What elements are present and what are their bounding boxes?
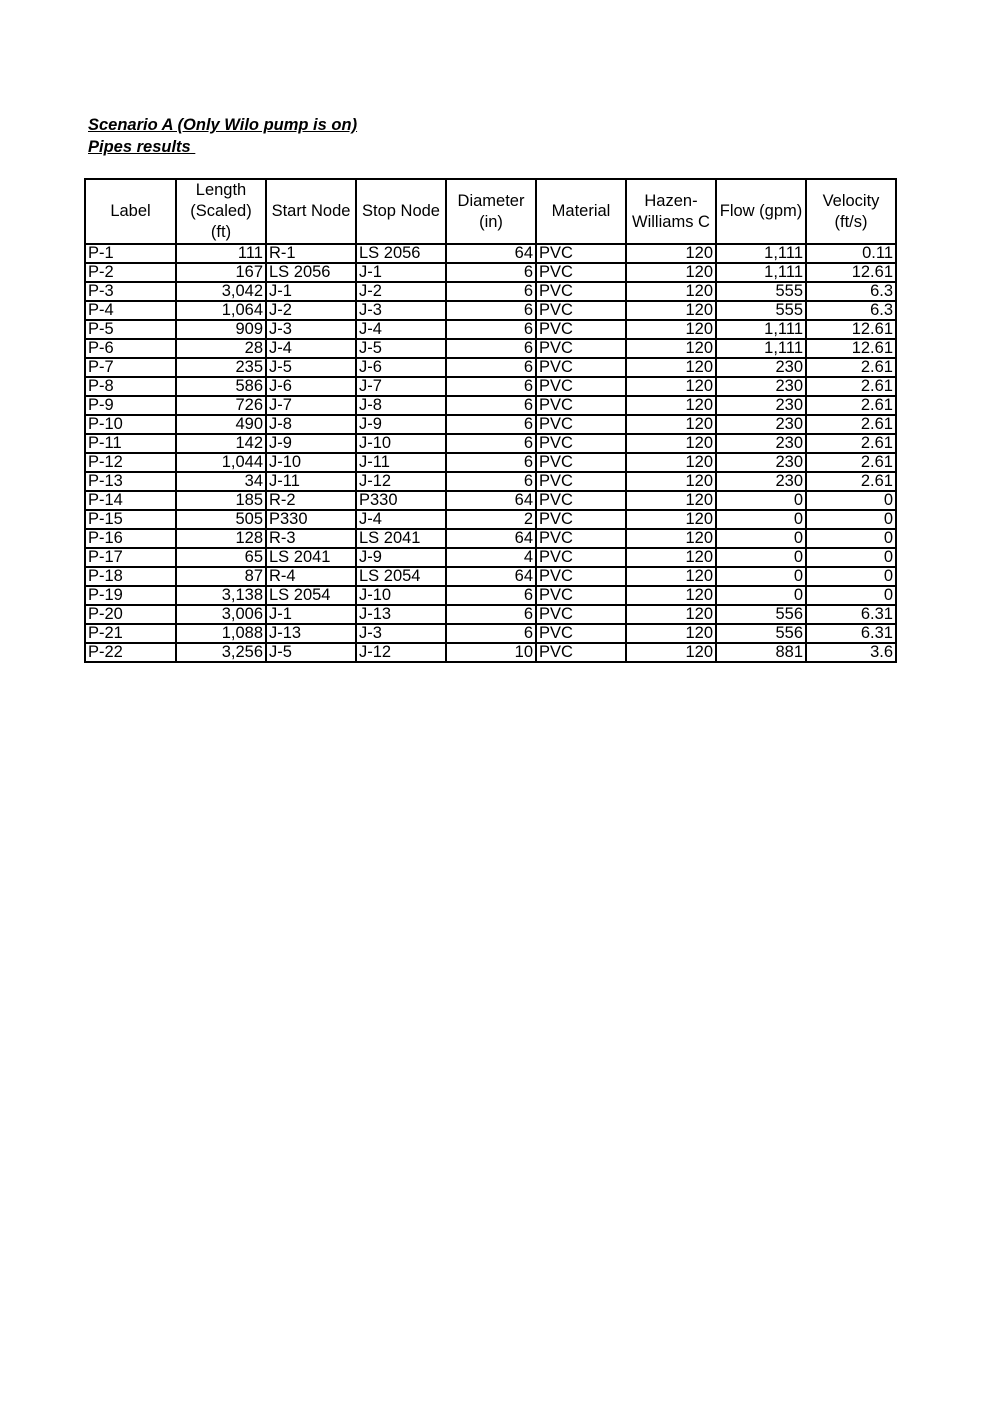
cell-label: P-7 <box>85 358 176 377</box>
cell-hazen-williams: 120 <box>626 624 716 643</box>
cell-diameter: 6 <box>446 624 536 643</box>
table-row <box>85 624 896 643</box>
header-length: Length (Scaled) (ft) <box>176 179 266 244</box>
cell-start-node: LS 2041 <box>266 548 356 567</box>
cell-length: 1,088 <box>176 624 266 643</box>
cell-velocity: 2.61 <box>806 358 896 377</box>
cell-length: 3,256 <box>176 643 266 662</box>
cell-start-node: J-6 <box>266 377 356 396</box>
cell-velocity: 2.61 <box>806 434 896 453</box>
cell-hazen-williams: 120 <box>626 377 716 396</box>
cell-hazen-williams: 120 <box>626 282 716 301</box>
cell-length: 1,064 <box>176 301 266 320</box>
cell-stop-node: J-12 <box>356 643 446 662</box>
cell-stop-node: J-8 <box>356 396 446 415</box>
cell-hazen-williams: 120 <box>626 529 716 548</box>
cell-length: 65 <box>176 548 266 567</box>
cell-velocity: 6.3 <box>806 301 896 320</box>
table-row <box>85 510 896 529</box>
table-row <box>85 301 896 320</box>
cell-stop-node: J-3 <box>356 301 446 320</box>
cell-material: PVC <box>536 586 626 605</box>
cell-material: PVC <box>536 643 626 662</box>
cell-start-node: J-11 <box>266 472 356 491</box>
cell-material: PVC <box>536 396 626 415</box>
cell-material: PVC <box>536 510 626 529</box>
cell-material: PVC <box>536 624 626 643</box>
cell-length: 726 <box>176 396 266 415</box>
table-body <box>85 244 896 662</box>
cell-velocity: 12.61 <box>806 320 896 339</box>
cell-stop-node: LS 2054 <box>356 567 446 586</box>
cell-hazen-williams: 120 <box>626 643 716 662</box>
table-row <box>85 320 896 339</box>
cell-flow: 230 <box>716 377 806 396</box>
cell-velocity: 6.31 <box>806 624 896 643</box>
cell-material: PVC <box>536 415 626 434</box>
cell-length: 3,006 <box>176 605 266 624</box>
cell-hazen-williams: 120 <box>626 548 716 567</box>
table-row <box>85 244 896 263</box>
cell-flow: 0 <box>716 548 806 567</box>
cell-diameter: 6 <box>446 339 536 358</box>
table-header-row <box>85 179 896 244</box>
cell-hazen-williams: 120 <box>626 434 716 453</box>
cell-diameter: 6 <box>446 377 536 396</box>
table-row <box>85 472 896 491</box>
cell-hazen-williams: 120 <box>626 567 716 586</box>
cell-velocity: 0 <box>806 567 896 586</box>
cell-material: PVC <box>536 567 626 586</box>
cell-start-node: LS 2056 <box>266 263 356 282</box>
cell-velocity: 6.31 <box>806 605 896 624</box>
table-row <box>85 453 896 472</box>
cell-flow: 1,111 <box>716 263 806 282</box>
cell-velocity: 2.61 <box>806 472 896 491</box>
cell-velocity: 0 <box>806 548 896 567</box>
cell-length: 490 <box>176 415 266 434</box>
cell-velocity: 0 <box>806 529 896 548</box>
cell-material: PVC <box>536 301 626 320</box>
cell-velocity: 3.6 <box>806 643 896 662</box>
table-row <box>85 434 896 453</box>
cell-length: 87 <box>176 567 266 586</box>
cell-material: PVC <box>536 605 626 624</box>
cell-material: PVC <box>536 282 626 301</box>
cell-stop-node: J-10 <box>356 434 446 453</box>
cell-length: 1,044 <box>176 453 266 472</box>
cell-stop-node: J-3 <box>356 624 446 643</box>
cell-hazen-williams: 120 <box>626 396 716 415</box>
cell-diameter: 6 <box>446 301 536 320</box>
cell-diameter: 10 <box>446 643 536 662</box>
header-label: Label <box>85 179 176 244</box>
cell-stop-node: P330 <box>356 491 446 510</box>
cell-hazen-williams: 120 <box>626 415 716 434</box>
cell-label: P-10 <box>85 415 176 434</box>
cell-material: PVC <box>536 339 626 358</box>
cell-label: P-8 <box>85 377 176 396</box>
cell-label: P-19 <box>85 586 176 605</box>
cell-material: PVC <box>536 244 626 263</box>
cell-material: PVC <box>536 358 626 377</box>
cell-diameter: 64 <box>446 567 536 586</box>
header-stop-node: Stop Node <box>356 179 446 244</box>
cell-flow: 1,111 <box>716 244 806 263</box>
cell-length: 185 <box>176 491 266 510</box>
cell-length: 142 <box>176 434 266 453</box>
cell-start-node: J-9 <box>266 434 356 453</box>
cell-length: 235 <box>176 358 266 377</box>
cell-stop-node: J-4 <box>356 510 446 529</box>
cell-stop-node: J-13 <box>356 605 446 624</box>
cell-label: P-15 <box>85 510 176 529</box>
cell-diameter: 6 <box>446 472 536 491</box>
cell-flow: 0 <box>716 491 806 510</box>
cell-diameter: 6 <box>446 434 536 453</box>
cell-material: PVC <box>536 320 626 339</box>
cell-label: P-14 <box>85 491 176 510</box>
cell-label: P-12 <box>85 453 176 472</box>
cell-diameter: 6 <box>446 282 536 301</box>
cell-diameter: 64 <box>446 491 536 510</box>
cell-label: P-20 <box>85 605 176 624</box>
cell-start-node: J-3 <box>266 320 356 339</box>
cell-start-node: R-3 <box>266 529 356 548</box>
cell-flow: 1,111 <box>716 320 806 339</box>
cell-material: PVC <box>536 472 626 491</box>
cell-start-node: J-5 <box>266 643 356 662</box>
cell-start-node: J-1 <box>266 282 356 301</box>
cell-label: P-22 <box>85 643 176 662</box>
cell-flow: 556 <box>716 605 806 624</box>
cell-velocity: 12.61 <box>806 263 896 282</box>
cell-material: PVC <box>536 263 626 282</box>
cell-stop-node: J-7 <box>356 377 446 396</box>
cell-length: 111 <box>176 244 266 263</box>
cell-flow: 230 <box>716 472 806 491</box>
cell-label: P-13 <box>85 472 176 491</box>
cell-material: PVC <box>536 529 626 548</box>
cell-stop-node: J-10 <box>356 586 446 605</box>
cell-hazen-williams: 120 <box>626 301 716 320</box>
cell-stop-node: J-9 <box>356 415 446 434</box>
cell-start-node: LS 2054 <box>266 586 356 605</box>
cell-diameter: 6 <box>446 263 536 282</box>
table-row <box>85 491 896 510</box>
table-row <box>85 282 896 301</box>
cell-stop-node: J-11 <box>356 453 446 472</box>
cell-label: P-9 <box>85 396 176 415</box>
cell-stop-node: J-5 <box>356 339 446 358</box>
cell-stop-node: J-1 <box>356 263 446 282</box>
cell-velocity: 2.61 <box>806 415 896 434</box>
cell-velocity: 6.3 <box>806 282 896 301</box>
scenario-title: Scenario A (Only Wilo pump is on) <box>88 116 358 134</box>
cell-label: P-4 <box>85 301 176 320</box>
cell-hazen-williams: 120 <box>626 586 716 605</box>
cell-diameter: 6 <box>446 320 536 339</box>
cell-diameter: 6 <box>446 605 536 624</box>
cell-velocity: 2.61 <box>806 377 896 396</box>
cell-diameter: 6 <box>446 586 536 605</box>
cell-material: PVC <box>536 491 626 510</box>
cell-stop-node: LS 2056 <box>356 244 446 263</box>
cell-stop-node: J-12 <box>356 472 446 491</box>
section-title: Pipes results <box>88 138 196 156</box>
pipes-results-table <box>84 178 897 663</box>
cell-hazen-williams: 120 <box>626 472 716 491</box>
cell-material: PVC <box>536 434 626 453</box>
table-row <box>85 415 896 434</box>
cell-start-node: P330 <box>266 510 356 529</box>
header-hazen-williams: Hazen-Williams C <box>626 179 716 244</box>
cell-stop-node: LS 2041 <box>356 529 446 548</box>
cell-material: PVC <box>536 548 626 567</box>
table-row <box>85 605 896 624</box>
cell-start-node: J-10 <box>266 453 356 472</box>
cell-flow: 230 <box>716 434 806 453</box>
cell-label: P-2 <box>85 263 176 282</box>
cell-diameter: 6 <box>446 396 536 415</box>
cell-hazen-williams: 120 <box>626 358 716 377</box>
cell-start-node: J-1 <box>266 605 356 624</box>
cell-start-node: R-1 <box>266 244 356 263</box>
cell-label: P-3 <box>85 282 176 301</box>
cell-velocity: 0 <box>806 491 896 510</box>
cell-flow: 230 <box>716 396 806 415</box>
cell-velocity: 0.11 <box>806 244 896 263</box>
table-row <box>85 586 896 605</box>
header-flow: Flow (gpm) <box>716 179 806 244</box>
cell-length: 128 <box>176 529 266 548</box>
cell-label: P-6 <box>85 339 176 358</box>
table-row <box>85 643 896 662</box>
cell-stop-node: J-9 <box>356 548 446 567</box>
cell-flow: 555 <box>716 282 806 301</box>
cell-flow: 556 <box>716 624 806 643</box>
cell-hazen-williams: 120 <box>626 510 716 529</box>
cell-length: 28 <box>176 339 266 358</box>
cell-hazen-williams: 120 <box>626 453 716 472</box>
cell-length: 167 <box>176 263 266 282</box>
cell-stop-node: J-2 <box>356 282 446 301</box>
cell-velocity: 0 <box>806 510 896 529</box>
cell-start-node: J-13 <box>266 624 356 643</box>
cell-diameter: 64 <box>446 529 536 548</box>
cell-length: 909 <box>176 320 266 339</box>
cell-flow: 881 <box>716 643 806 662</box>
table-row <box>85 263 896 282</box>
cell-hazen-williams: 120 <box>626 491 716 510</box>
cell-length: 3,042 <box>176 282 266 301</box>
cell-start-node: J-5 <box>266 358 356 377</box>
cell-hazen-williams: 120 <box>626 605 716 624</box>
cell-flow: 1,111 <box>716 339 806 358</box>
table-row <box>85 358 896 377</box>
cell-hazen-williams: 120 <box>626 320 716 339</box>
cell-diameter: 6 <box>446 415 536 434</box>
cell-label: P-11 <box>85 434 176 453</box>
cell-diameter: 6 <box>446 453 536 472</box>
cell-label: P-5 <box>85 320 176 339</box>
header-diameter: Diameter (in) <box>446 179 536 244</box>
cell-diameter: 2 <box>446 510 536 529</box>
cell-start-node: R-4 <box>266 567 356 586</box>
cell-flow: 0 <box>716 567 806 586</box>
table-row <box>85 567 896 586</box>
cell-flow: 230 <box>716 453 806 472</box>
header-start-node: Start Node <box>266 179 356 244</box>
cell-label: P-17 <box>85 548 176 567</box>
cell-diameter: 6 <box>446 358 536 377</box>
cell-diameter: 4 <box>446 548 536 567</box>
cell-stop-node: J-4 <box>356 320 446 339</box>
cell-velocity: 2.61 <box>806 396 896 415</box>
cell-stop-node: J-6 <box>356 358 446 377</box>
cell-start-node: R-2 <box>266 491 356 510</box>
cell-material: PVC <box>536 377 626 396</box>
cell-start-node: J-4 <box>266 339 356 358</box>
cell-velocity: 12.61 <box>806 339 896 358</box>
cell-hazen-williams: 120 <box>626 263 716 282</box>
cell-velocity: 2.61 <box>806 453 896 472</box>
cell-diameter: 64 <box>446 244 536 263</box>
cell-label: P-21 <box>85 624 176 643</box>
cell-start-node: J-7 <box>266 396 356 415</box>
cell-label: P-18 <box>85 567 176 586</box>
cell-label: P-1 <box>85 244 176 263</box>
cell-hazen-williams: 120 <box>626 244 716 263</box>
cell-flow: 0 <box>716 529 806 548</box>
header-velocity: Velocity (ft/s) <box>806 179 896 244</box>
cell-length: 505 <box>176 510 266 529</box>
cell-length: 3,138 <box>176 586 266 605</box>
cell-start-node: J-2 <box>266 301 356 320</box>
cell-length: 34 <box>176 472 266 491</box>
table-row <box>85 548 896 567</box>
table-row <box>85 339 896 358</box>
document-heading <box>88 114 357 158</box>
table-row <box>85 377 896 396</box>
cell-hazen-williams: 120 <box>626 339 716 358</box>
table-row <box>85 529 896 548</box>
cell-flow: 0 <box>716 510 806 529</box>
cell-velocity: 0 <box>806 586 896 605</box>
table-row <box>85 396 896 415</box>
header-material: Material <box>536 179 626 244</box>
cell-flow: 230 <box>716 415 806 434</box>
cell-start-node: J-8 <box>266 415 356 434</box>
cell-length: 586 <box>176 377 266 396</box>
cell-material: PVC <box>536 453 626 472</box>
cell-label: P-16 <box>85 529 176 548</box>
cell-flow: 230 <box>716 358 806 377</box>
cell-flow: 0 <box>716 586 806 605</box>
cell-flow: 555 <box>716 301 806 320</box>
